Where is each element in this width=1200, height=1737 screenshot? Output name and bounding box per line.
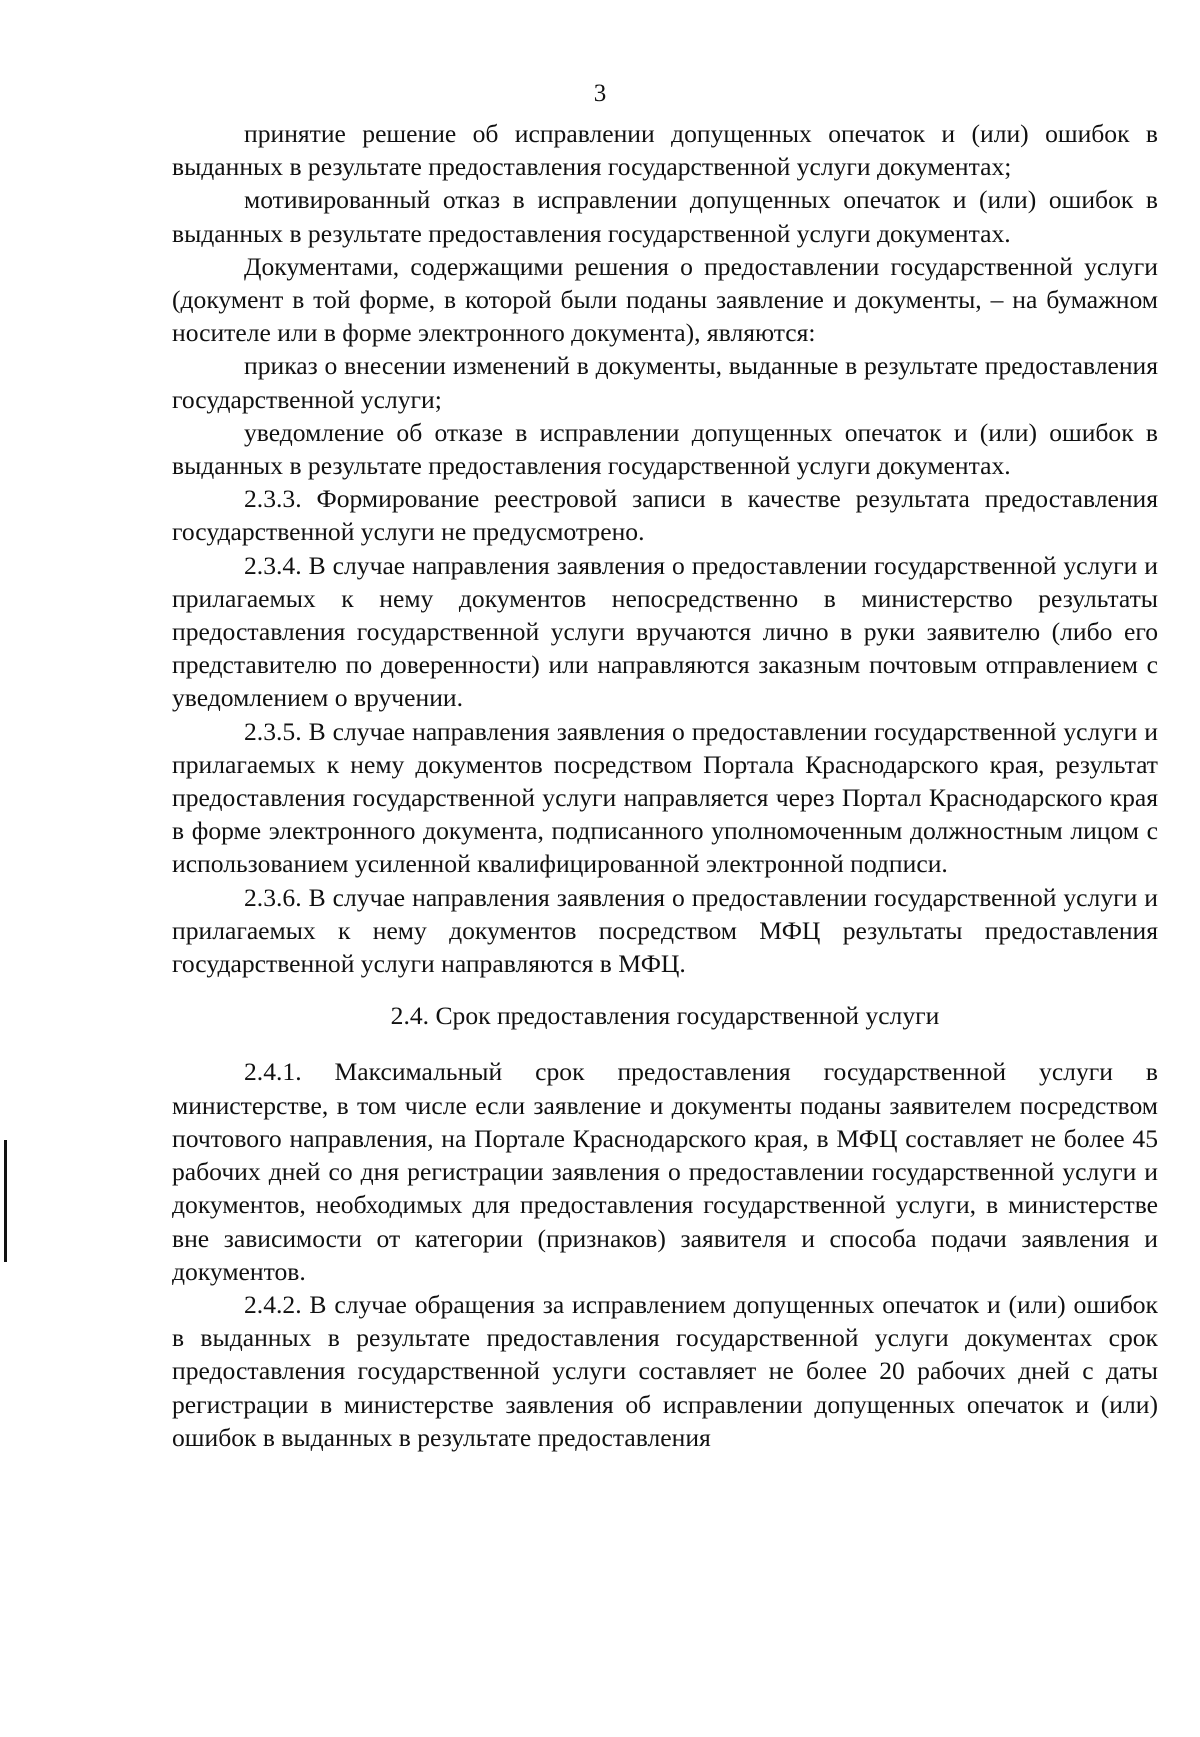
paragraph: 2.3.4. В случае направления заявления о предоставлении государственной услуги и прилагаемых к нему документов непосредственно в министерство результаты предоставления государственной услуги вручаются лично в руки заявителю (либо его представителю по доверенности) или направляются заказным почтовым отправлением с уведомлением о вручении. <box>172 550 1158 713</box>
paragraph: приказ о внесении изменений в документы, выданные в результате предоставления государственной услуги; <box>172 351 1158 414</box>
document-body <box>172 117 1158 1454</box>
paragraph: 2.3.6. В случае направления заявления о предоставлении государственной услуги и прилагаемых к нему документов посредством МФЦ результаты предоставления государственной услуги направляются в МФЦ. <box>172 882 1158 979</box>
paragraph: 2.3.5. В случае направления заявления о предоставлении государственной услуги и прилагаемых к нему документов посредством Портала Краснодарского края, результат предоставления государственной услуги направляется через Портал Краснодарского края в форме электронного документа, подписанного уполномоченным должностным лицом с использованием усиленной квалифицированной электронной подписи. <box>172 716 1158 879</box>
page-number: 3 <box>593 80 607 107</box>
margin-line <box>4 1140 7 1262</box>
paragraph: уведомление об отказе в исправлении допущенных опечаток и (или) ошибок в выданных в результате предоставления государственной услуги документах. <box>172 417 1158 481</box>
section-heading: 2.4. Срок предоставления государственной услуги <box>390 1001 940 1031</box>
paragraph: 2.3.3. Формирование реестровой записи в качестве результата предоставления государственной услуги не предусмотрено. <box>172 484 1158 547</box>
paragraph: принятие решение об исправлении допущенных опечаток и (или) ошибок в выданных в результате предоставления государственной услуги документах; <box>172 119 1158 182</box>
paragraph: 2.4.1. Максимальный срок предоставления государственной услуги в министерстве, в том числе если заявление и документы поданы заявителем посредством почтового направления, на Портале Краснодарского края, в МФЦ составляет не более 45 рабочих дней со дня регистрации заявления о предоставлении государственной услуги и документов, необходимых для предоставления государственной услуги, в министерстве вне зависимости от категории (признаков) заявителя и способа подачи заявления и документов. <box>172 1057 1158 1286</box>
paragraph: 2.4.2. В случае обращения за исправлением допущенных опечаток и (или) ошибок в выданных в результате предоставления государственной услуги документах срок предоставления государственной услуги составляет не более 20 рабочих дней с даты регистрации в министерстве заявления об исправлении допущенных опечаток и (или) ошибок в выданных в результате предоставления <box>172 1289 1158 1452</box>
paragraph: мотивированный отказ в исправлении допущенных опечаток и (или) ошибок в выданных в результате предоставления государственной услуги документах. <box>172 185 1158 248</box>
paragraph: Документами, содержащими решения о предоставлении государственной услуги (документ в той форме, в которой были поданы заявление и документы, – на бумажном носителе или в форме электронного документа), являются: <box>172 251 1158 348</box>
